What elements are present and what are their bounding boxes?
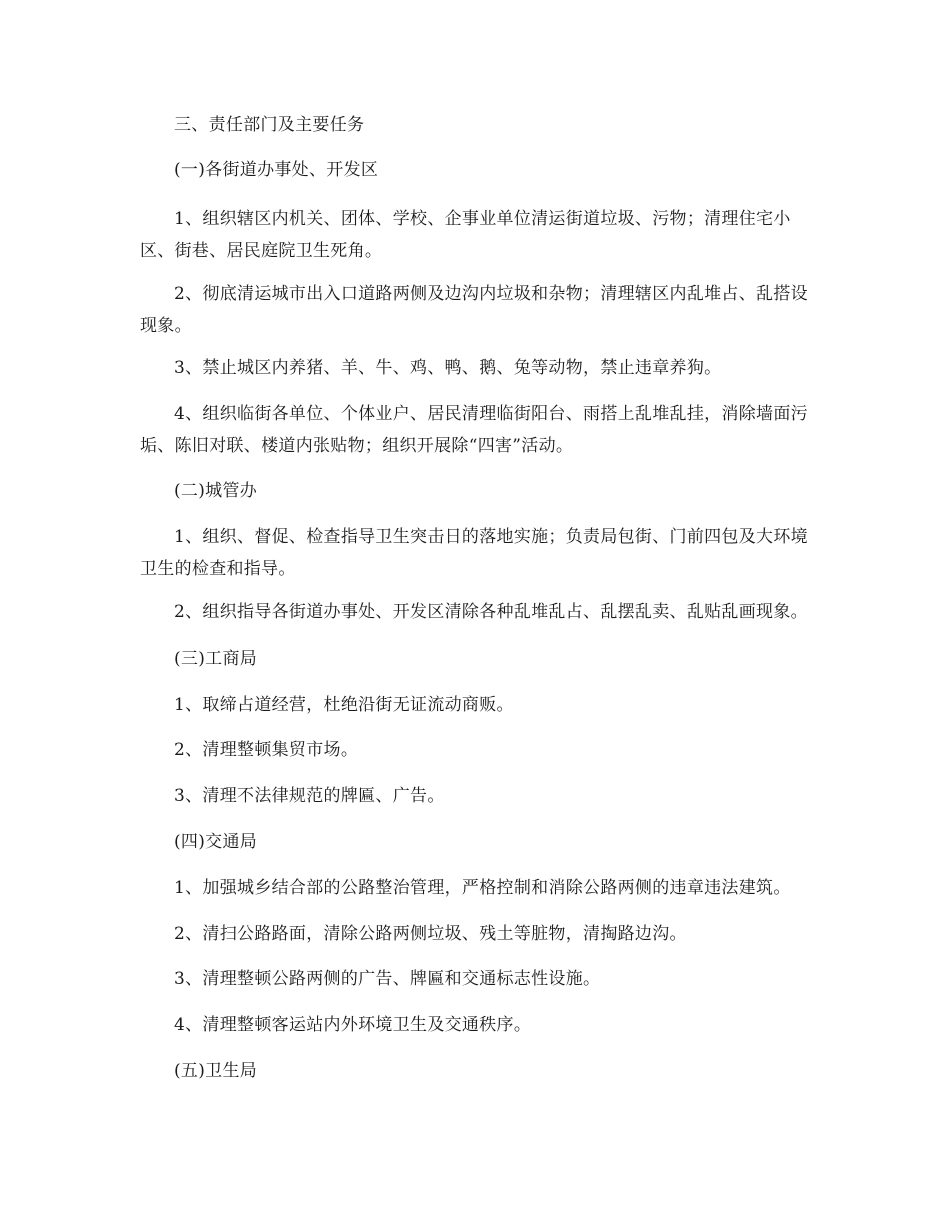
body-paragraph: 1、加强城乡结合部的公路整治管理，严格控制和消除公路两侧的违章违法建筑。	[174, 878, 791, 898]
body-paragraph: 3、清理整顿公路两侧的广告、牌匾和交通标志性设施。	[174, 969, 601, 989]
section-heading: 三、责任部门及主要任务	[174, 115, 365, 135]
subsection-heading: (三)工商局	[174, 649, 258, 669]
body-paragraph: 2、清扫公路路面，清除公路两侧垃圾、残土等脏物，清掏路边沟。	[174, 924, 687, 944]
body-paragraph: 4、清理整顿客运站内外环境卫生及交通秩序。	[174, 1015, 532, 1035]
subsection-heading: (四)交通局	[174, 832, 258, 852]
body-paragraph: 2、彻底清运城市出入口道路两侧及边沟内垃圾和杂物；清理辖区内乱堆占、乱搭设现象。	[140, 284, 808, 336]
subsection-heading: (五)卫生局	[174, 1061, 258, 1081]
subsection-heading: (一)各街道办事处、开发区	[174, 160, 379, 180]
body-paragraph: 4、组织临街各单位、个体业户、居民清理临街阳台、雨搭上乱堆乱挂，消除墙面污垢、陈旧对联、楼道内张贴物；组织开展除“四害”活动。	[140, 404, 808, 456]
body-paragraph: 2、组织指导各街道办事处、开发区清除各种乱堆乱占、乱摆乱卖、乱贴乱画现象。	[174, 602, 808, 622]
subsection-heading: (二)城管办	[174, 481, 258, 501]
body-paragraph: 1、组织辖区内机关、团体、学校、企事业单位清运街道垃圾、污物；清理住宅小区、街巷、居民庭院卫生死角。	[140, 209, 791, 261]
body-paragraph: 3、清理不法律规范的牌匾、广告。	[174, 786, 445, 806]
body-paragraph: 2、清理整顿集贸市场。	[174, 740, 359, 760]
body-paragraph: 1、组织、督促、检查指导卫生突击日的落地实施；负责局包街、门前四包及大环境卫生的检查和指导。	[140, 527, 808, 579]
body-paragraph: 3、禁止城区内养猪、羊、牛、鸡、鸭、鹅、兔等动物，禁止违章养狗。	[174, 358, 722, 378]
body-paragraph: 1、取缔占道经营，杜绝沿街无证流动商贩。	[174, 695, 514, 715]
